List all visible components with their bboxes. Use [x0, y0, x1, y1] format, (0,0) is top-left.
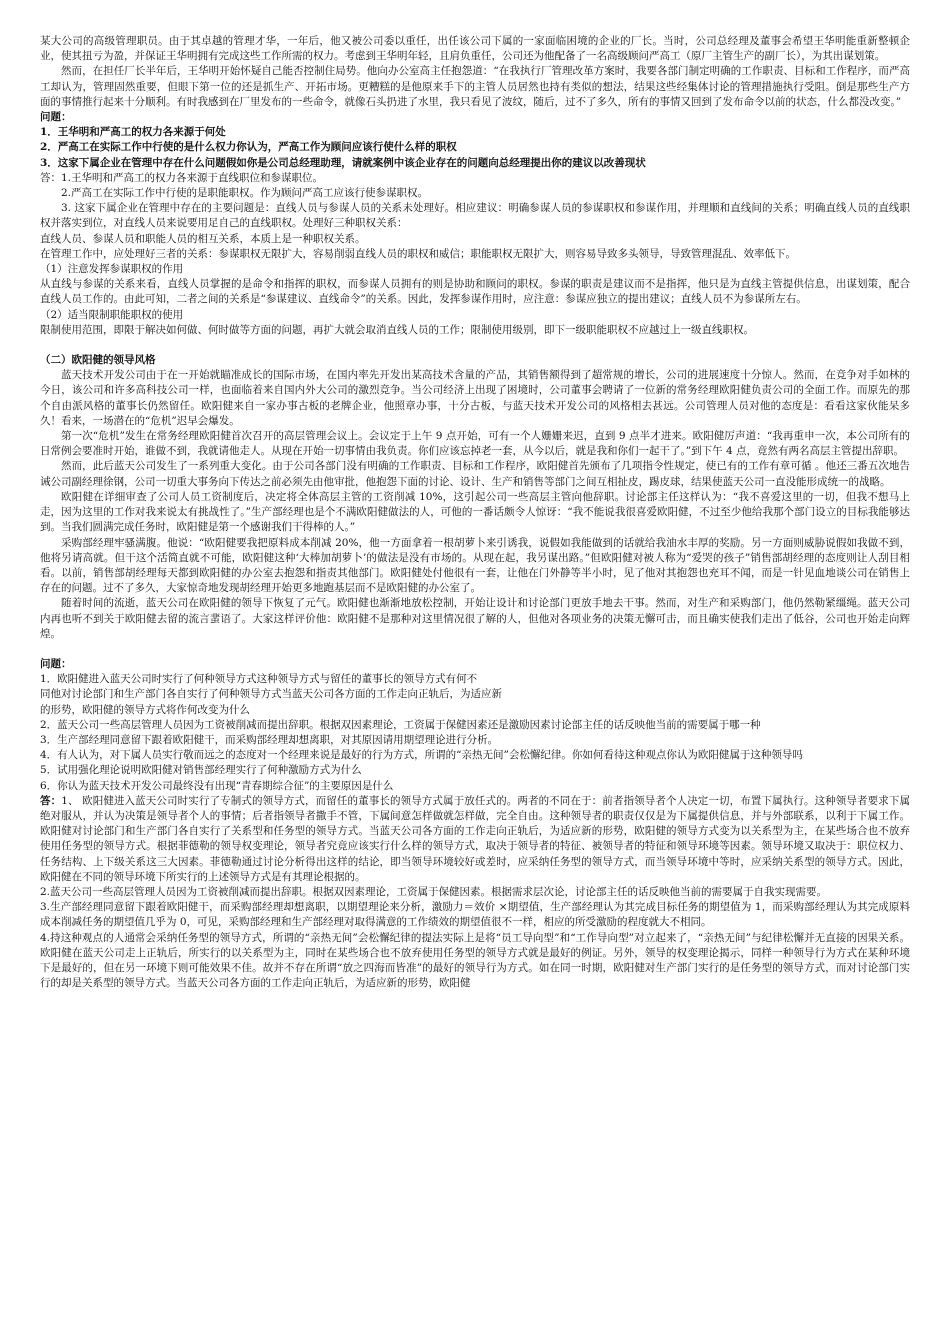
case-one-answer-1: 答：1.王华明和严高工的权力各来源于直线职位和参谋职位。 [40, 171, 324, 184]
case-two-paragraph-4: 欧阳健在详细审查了公司人员工资制度后，决定将全体高层主管的工资削减 10%，这引起公司一些高层主管向他辞职。讨论部主任这样认为：“我不喜爱这里的一切，但我不想马上走，因为这里的工作对我来说太有挑战性了。”生产部经理也是个不满欧阳健做法的人，可他的一番话颇令人惊讶：“我不能说我很喜爱欧阳健，不过至少他给我那个部门设立的目标我能够达到。当我们圆满完成任务时，欧阳健是第一个感谢我们干得棒的人。” [40, 490, 910, 534]
case-two-question-1-line-1: 1．欧阳健进入蓝天公司时实行了何种领导方式这种领导方式与留任的董事长的领导方式有何不 [40, 673, 478, 686]
case-one-paragraph-1: 某大公司的高级管理职员。由于其卓越的管理才华，一年后，他又被公司委以重任，出任该公司下属的一家面临困境的企业的厂长。当时，公司总经理及董事会希望王华明能重新整顿企业，使其扭亏为盈，并保证王华明拥有完成这些工作所需的权力。考虑到王华明年轻，且肩负重任，公司还为他配备了一名高级顾问严高工（原厂主管生产的副厂长），为其出谋划策。 [40, 35, 910, 63]
case-two-question-3: 3．生产部经理同意留下跟着欧阳健干，而采购部经理却想离职，对其原因请用期望理论进行分析。 [40, 733, 499, 746]
case-two-question-5: 5．试用强化理论说明欧阳健对销售部经理实行了何种激励方式为什么 [40, 764, 362, 777]
case-two-question-2: 2．蓝天公司一些高层管理人员因为工资被削减而提出辞职。根据双因素理论，工资属于保健因素还是激励因素讨论部主任的话反映他当前的需要属于哪一种 [40, 718, 761, 731]
case-two-question-1-line-2: 同他对讨论部门和生产部门各自实行了何种领导方式当蓝天公司各方面的工作走向正轨后，为适应新 [40, 688, 502, 701]
case-two-questions-heading: 问题： [40, 657, 72, 670]
case-one-answer-2: 2.严高工在实际工作中行使的是职能职权。作为顾问严高工应该行使参谋职权。 [61, 187, 429, 200]
case-one-answer-6: （1）注意发挥参谋职权的作用 [40, 263, 184, 276]
case-two-paragraph-6: 随着时间的流逝，蓝天公司在欧阳健的领导下恢复了元气。欧阳健也渐渐地放松控制，开始让设计和讨论部门更放手地去干事。然而，对生产和采购部门，他仍然勒紧缰绳。蓝天公司内再也听不到关于欧阳健去留的流言蜚语了。大家这样评价他：欧阳健不是那种对这里情况很了解的人，但他对各项业务的决策无懈可击，而且确实使我们走出了低谷，公司也开始走向辉煌。 [40, 597, 910, 640]
case-one-answer-5: 在管理工作中，应处理好三者的关系：参谋职权无限扩大，容易削弱直线人员的职权和威信；职能职权无限扩大，则容易导致多头领导，导致管理混乱、效率低下。 [40, 247, 796, 260]
case-two-title: （二）欧阳健的领导风格 [40, 354, 156, 367]
case-two-paragraph-2: 第一次“危机”发生在常务经理欧阳健首次召开的高层管理会议上。会议定于上午 9 点开始，可有一个人姗姗来迟，直到 9 点半才进来。欧阳健厉声道：“我再重申一次，本公司所有的日常例会要准时开始，谁做不到，我就请他走人。从现在开始一切事情由我负责。你们应该忘掉老一套，从今以后，就是我和你们一起干了。”到下午 4 点，竟然有两名高层主管提出辞职。 [40, 430, 910, 458]
case-two-answer-4: 4.持这种观点的人通常会采纳任务型的领导方式，所谓的“亲热无间”会松懈纪律的提法实际上是将“员工导向型”和“工作导向型”对立起来了，“亲热无间”与纪律松懈并无直接的因果关系。欧阳健在蓝天公司走上正轨后，所实行的以关系型为主，同时在某些场合也不放弃使用任务型的领导方式就是最好的例证。另外，领导的权变理论揭示，同样一种领导行为方式在某种环境下是最好的，但在另一环境下则可能效果不佳。故并不存在所谓“放之四海而皆准”的最好的领导行为方式。如在同一时期，欧阳健对生产部门实行的是任务型的领导方式，而对讨论部门实行的却是关系型的领导方式。当蓝天公司各方面的工作走向正轨后，为适应新的形势，欧阳健 [40, 931, 910, 990]
case-one-answer-4: 直线人员、参谋人员和职能人员的相互关系，本质上是一种职权关系。 [40, 232, 366, 245]
case-two-question-1-line-3: 的形势，欧阳健的领导方式将作何改变为什么 [40, 703, 250, 716]
case-two-question-6: 6．你认为蓝天技术开发公司最终没有出现“青春期综合征”的主要原因是什么 [40, 779, 394, 792]
case-two-answer-1 [40, 794, 910, 885]
case-two-paragraph-5: 采购部经理牢骚满腹。他说：“欧阳健要我把原料成本削减 20%，他一方面拿着一根胡萝卜来引诱我，说假如我能做到的话就给我油水丰厚的奖励。另一方面则威胁说假如我做不到，他将另请高就。但干这个活简直就不可能，欧阳健这种‘大棒加胡萝卜’的做法是没有市场的。从现在起，我另谋出路。”但欧阳健对被人称为“爱哭的孩子”销售部胡经理的态度则让人刮目相看。以前，销售部胡经理每天都到欧阳健的办公室去抱怨和指责其他部门。欧阳健处付他很有一套，让他在门外静等半小时，见了他对其抱怨也充耳不闻，而是一针见血地谈公司在销售上存在的问题。过不了多久，大家惊奇地发现胡经理开始更多地跑基层而不是欧阳健的办公室了。 [40, 536, 910, 595]
case-two-answer-2: 2.蓝天公司一些高层管理人员因为工资被削减而提出辞职。根据双因素理论，工资属于保健因素。根据需求层次论，讨论部主任的话反映他当前的需要属于自我实现需要。 [40, 885, 828, 898]
case-two-answer-3: 3.生产部经理同意留下跟着欧阳健干，而采购部经理却想离职，以期望理论来分析，激励力＝效价 ×期望值，生产部经理认为其完成目标任务的期望值为 1，而采购部经理认为其完成原料成本削减任务的期望值几乎为 0，可见，采购部经理和生产部经理对取得满意的工作绩效的期望值很不一样，相应的所受激励的程度就大不相同。 [40, 901, 910, 929]
case-two-answer-label: 答： [40, 794, 62, 807]
case-two-paragraph-3: 然而，此后蓝天公司发生了一系列重大变化。由于公司各部门没有明确的工作职责、目标和工作程序，欧阳健首先颁布了几项指令性规定，使已有的工作有章可循 。他还三番五次地告诫公司副经理徐钢，公司一切重大事务向下传达之前必须先由他审批，他抱怨下面的讨论、设计、生产和销售等部门之间互相扯皮，踢皮球，结果使蓝天公司一直没能形成统一的战略。 [40, 460, 910, 488]
case-one-answer-8: （2）适当限制职能职权的使用 [40, 308, 184, 321]
case-one-answer-7: 从直线与参谋的关系来看，直线人员掌握的是命令和指挥的职权，而参谋人员拥有的则是协助和顾问的职权。参谋的职责是建议而不是指挥，他只是为直线主管提供信息，出谋划策，配合直线人员工作的。由此可知，二者之间的关系是“参谋建议、直线命令”的关系。因此，发挥参谋作用时，应注意：参谋应独立的提出建议；直线人员不为参谋所左右。 [40, 278, 910, 306]
case-one-answer-9: 限制使用范围，即限于解决如何做、何时做等方面的问题，再扩大就会取消直线人员的工作；限制使用级别，即下一级职能职权不应越过上一级直线职权。 [40, 323, 754, 336]
case-one-paragraph-2: 然而，在担任厂长半年后，王华明开始怀疑自己能否控制住局势。他向办公室高主任抱怨道：“在我执行厂管理改革方案时，我要各部门制定明确的工作职责、目标和工作程序，而严高工却认为，管理固然重要，但眼下第一位的还是抓生产、开拓市场。更糟糕的是他原来手下的主管人员居然也持有类似的想法，结果这些经集体讨论的管理措施执行受阻。倒是那些生产方面的事情推行起来十分顺利。有时我感到在厂里发布的一些命令，就像石头扔进了水里，我只看见了波纹，随后，过不了多久，所有的事情又回到了发布命令以前的状态，什么都没改变。” [40, 65, 910, 108]
case-one-section [40, 34, 910, 338]
case-one-answer-3: 3. 这家下属企业在管理中存在的主要问题是：直线人员与参谋人员的关系未处理好。相应建议：明确参谋人员的参谋职权和参谋作用，并理顺和直线间的关系；明确直线人员的直线职权并落实到位，对直线人员来说要用足自己的直线职权。处理好三种职权关系： [40, 202, 910, 230]
case-two-paragraph-1: 蓝天技术开发公司由于在一开始就瞄准成长的国际市场，在国内率先开发出某高技术含量的产品，其销售额得到了超常规的增长，公司的进展速度十分惊人。然而，在竞争对手如林的今日，该公司和许多高科技公司一样，也面临着来自国内外大公司的激烈竞争。当公司经济上出现了困境时，公司董事会聘请了一位新的常务经理欧阳健负责公司的全面工作。而原先的那个自由派风格的董事长仍然留任。欧阳健来自一家办事古板的老牌企业，他照章办事，十分古板，与蓝天技术开发公司的风格相去甚远。公司管理人员对他的态度是：看看这家伙能呆多久！看来，一场潜在的“危机”迟早会爆发。 [40, 369, 910, 427]
case-two-section [40, 353, 910, 991]
case-two-answer-1-text: 1、 欧阳健进入蓝天公司时实行了专制式的领导方式，而留任的董事长的领导方式属于放任式的。两者的不同在于：前者指领导者个人决定一切，布置下属执行。这种领导者要求下属绝对服从，并认为决策是领导者个人的事情；后者指领导者撒手不管，下属间意怎样做就怎样做，完全自由。这种领导者的职责仅仅是为下属提供信息，并与外部联系，以利于下属工作。欧阳健对讨论部门和生产部门各自实行了关系型和任务型的领导方式。当蓝天公司各方面的工作走向正轨后，为适应新的形势，欧阳健的领导方式变为以关系型为主，在某些场合也不放弃使用任务型的领导方式。根据菲德勒的领导权变理论，领导者究竟应该实行什么样的领导方式，取决于领导者的特征、被领导者的特征和领导环境等因素。领导环境又取决于：职位权力、任务结构、上下级关系这三大因素。菲德勒通过讨论分析得出这样的结论，即当领导环境较好或差时，应采纳任务型的领导方式，而当领导环境中等时，应采纳关系型的领导方式。因此，欧阳健在不同的领导环境下所实行的上述领导方式是有其理论根据的。 [40, 794, 911, 883]
spacer [40, 642, 910, 657]
case-two-question-4: 4．有人认为，对下属人员实行敬而远之的态度对一个经理来说是最好的行为方式，所谓的“亲热无间”会松懈纪律。你如何看待这种观点你认为欧阳健属于这种领导吗 [40, 749, 803, 762]
case-one-questions-heading: 问题： [40, 111, 72, 124]
case-one-question-3: 3．这家下属企业在管理中存在什么问题假如你是公司总经理助理，请就案例中该企业存在的问题向总经理提出你的建议以改善现状 [40, 156, 646, 169]
case-one-question-1: 1．王华明和严高工的权力各来源于何处 [40, 126, 226, 139]
case-one-question-2: 2．严高工在实际工作中行使的是什么权力你认为，严高工作为顾问应该行使什么样的职权 [40, 141, 457, 154]
spacer [40, 338, 910, 353]
